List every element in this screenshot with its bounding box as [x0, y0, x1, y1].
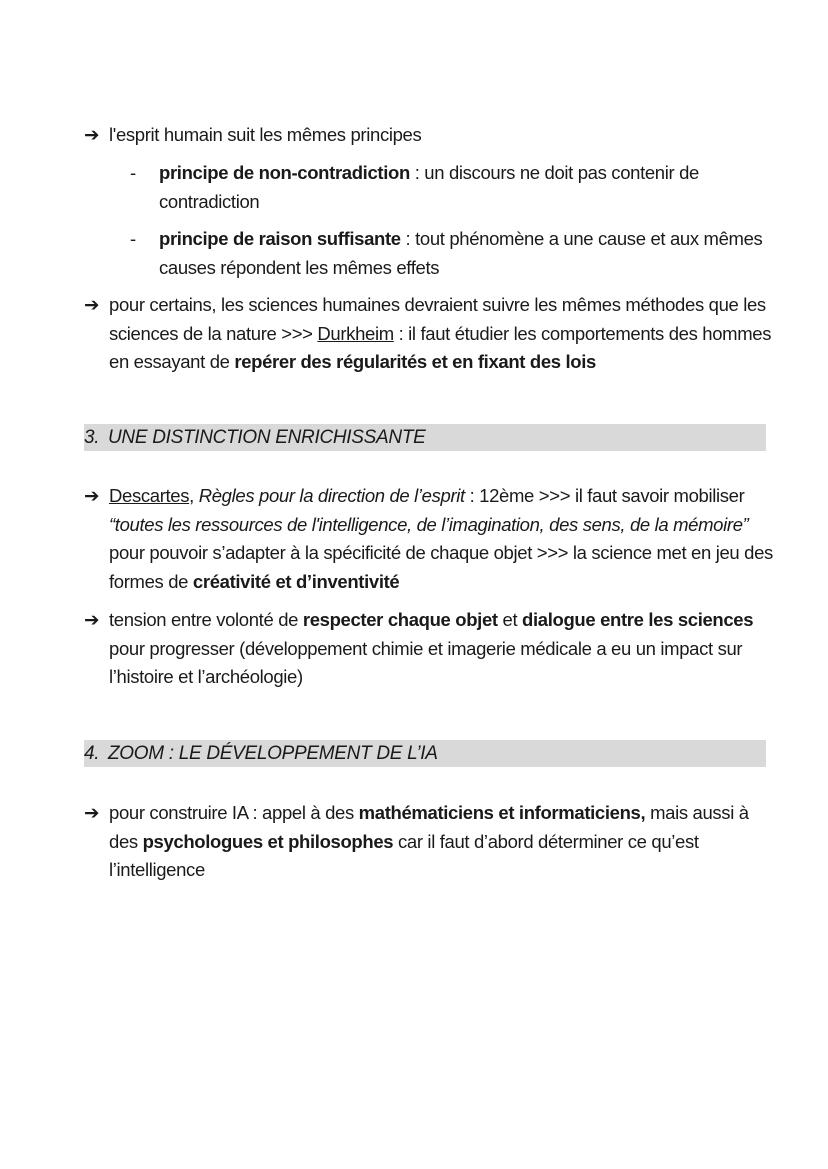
arrow-icon: ➔: [84, 124, 100, 145]
section-heading-4: [84, 740, 766, 767]
emphasis-text: repérer des régularités et en fixant des lois: [234, 351, 596, 372]
principle-desc: : un discours ne doit pas contenir de contradiction: [159, 162, 699, 212]
section-title: UNE DISTINCTION ENRICHISSANTE: [108, 427, 426, 448]
author-descartes: Descartes: [109, 485, 190, 506]
emphasis-text: psychologues et philosophes: [142, 830, 394, 852]
principle-term: principe de raison suffisante: [159, 228, 401, 249]
arrow-icon: ➔: [84, 802, 100, 823]
emphasis-text: créativité et d’inventivité: [192, 570, 400, 592]
bullet-descartes: ➔ Descartes, Règles pour la direction de l’esprit : 12ème >>> il faut savoir mobiliser “toutes les ressources de l'intelligence, de l’imagination, des sens, de la mémoire” pour pouvoir s’adapter à la spécificité de chaque objet >>> la science met en jeu des formes de créativité et d’inventivité: [84, 482, 774, 596]
section-number: 4.: [84, 743, 100, 764]
emphasis-text: mathématiciens et informaticiens,: [358, 802, 646, 823]
section-number: 3.: [84, 427, 100, 448]
dash-icon: -: [130, 162, 136, 183]
arrow-icon: ➔: [84, 294, 100, 315]
bullet-tension: ➔ tension entre volonté de respecter chaque objet et dialogue entre les sciences pour progresser (développement chimie et imagerie médicale a eu un impact sur l’histoire et l’archéologie): [84, 606, 774, 692]
bullet-text: l'esprit humain suit les mêmes principes: [109, 124, 422, 145]
sub-bullet-raison-suffisante: [130, 225, 780, 282]
principle-term: principe de non-contradiction: [159, 162, 410, 183]
emphasis-text: respecter chaque objet: [302, 609, 498, 630]
arrow-icon: ➔: [84, 485, 100, 506]
section-heading-3: [84, 424, 766, 451]
work-title: Règles pour la direction de l’esprit: [198, 485, 465, 506]
emphasis-text: dialogue entre les sciences: [522, 609, 754, 630]
bullet-esprit-humain: [84, 121, 774, 150]
section-title: ZOOM : LE DÉVELOPPEMENT DE L’IA: [108, 743, 438, 764]
dash-icon: -: [130, 228, 136, 249]
bullet-methodes: ➔ pour certains, les sciences humaines devraient suivre les mêmes méthodes que les sciences de la nature >>> Durkheim : il faut étudier les comportements des hommes en essayant de repérer des régularités et en fixant des lois: [84, 291, 774, 377]
quote-text: “toutes les ressources de l'intelligence, de l’imagination, des sens, de la mémoire”: [109, 513, 749, 535]
arrow-icon: ➔: [84, 609, 100, 630]
bullet-ia: ➔ pour construire IA : appel à des mathématiciens et informaticiens, mais aussi à des psychologues et philosophes car il faut d’abord déterminer ce qu’est l’intelligence: [84, 799, 774, 885]
author-durkheim: Durkheim: [317, 322, 394, 344]
sub-bullet-non-contradiction: [130, 159, 780, 216]
principle-desc: : tout phénomène a une cause et aux mêmes causes répondent les mêmes effets: [159, 228, 763, 278]
